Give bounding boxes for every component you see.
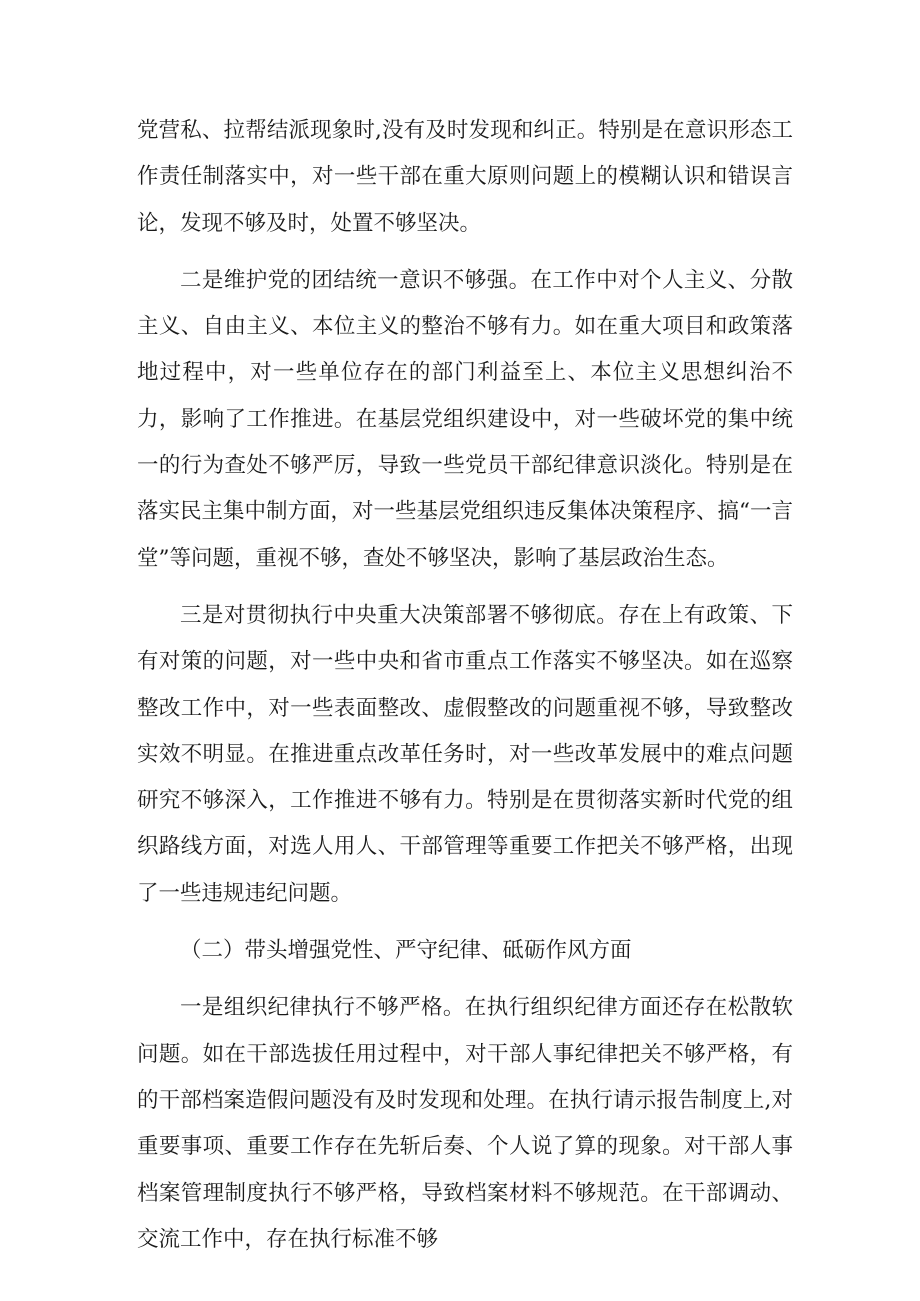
paragraph-organizational-discipline: 一是组织纪律执行不够严格。在执行组织纪律方面还存在松散软问题。如在干部选拔任用过程中，对干部人事纪律把关不够严格，有的干部档案造假问题没有及时发现和处理。在执行请示报告制度上,对重要事项、重要工作存在先斩后奏、个人说了算的现象。对干部人事档案管理制度执行不够严格，导致档案材料不够规范。在干部调动、交流工作中，存在执行标准不够 [137, 995, 793, 1252]
paragraph-unity-awareness: 二是维护党的团结统一意识不够强。在工作中对个人主义、分散主义、自由主义、本位主义的整治不够有力。如在重大项目和政策落地过程中，对一些单位存在的部门利益至上、本位主义思想纠治不力，影响了工作推进。在基层党组织建设中，对一些破坏党的集中统一的行为查处不够严厉，导致一些党员干部纪律意识淡化。特别是在落实民主集中制方面，对一些基层党组织违反集体决策程序、搞“一言堂”等问题，重视不够，查处不够坚决，影响了基层政治生态。 [137, 267, 793, 571]
document-page [137, 108, 793, 1263]
section-heading: （二）带头增强党性、严守纪律、砥砺作风方面 [180, 938, 632, 964]
paragraph-continuation: 党营私、拉帮结派现象时,没有及时发现和纠正。特别是在意识形态工作责任制落实中，对一些干部在重大原则问题上的模糊认识和错误言论，发现不够及时，处置不够坚决。 [137, 118, 793, 236]
paragraph-policy-implementation: 三是对贯彻执行中央重大决策部署不够彻底。存在上有政策、下有对策的问题，对一些中央和省市重点工作落实不够坚决。如在巡察整改工作中，对一些表面整改、虚假整改的问题重视不够，导致整改实效不明显。在推进重点改革任务时，对一些改革发展中的难点问题研究不够深入，工作推进不够有力。特别是在贯彻落实新时代党的组织路线方面，对选人用人、干部管理等重要工作把关不够严格，出现了一些违规违纪问题。 [137, 602, 793, 906]
